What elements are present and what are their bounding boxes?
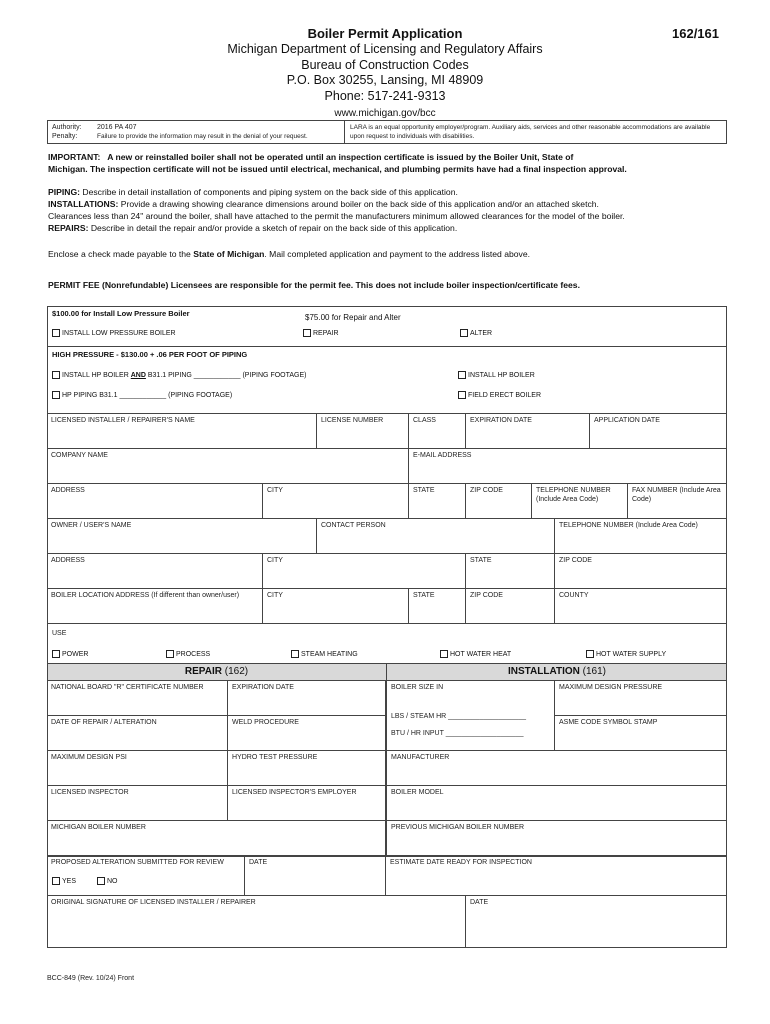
proposed-alteration-label: PROPOSED ALTERATION SUBMITTED FOR REVIEW [51, 859, 224, 866]
installer-address-field[interactable]: ADDRESS [47, 484, 263, 519]
checkbox[interactable] [52, 877, 60, 885]
owner-zip-field[interactable]: ZIP CODE [555, 554, 727, 589]
boiler-state-field[interactable]: STATE [409, 589, 466, 624]
power-checkbox[interactable] [52, 650, 88, 660]
steam-heating-checkbox[interactable] [291, 650, 358, 660]
checkbox-label: REPAIR [313, 330, 339, 337]
repair-header [47, 666, 386, 677]
checkbox[interactable] [52, 650, 60, 658]
low-pressure-fee: $100.00 for Install Low Pressure Boiler [52, 309, 190, 318]
btu-input-field[interactable]: BTU / HR INPUT ____________________ [391, 730, 524, 737]
checkbox[interactable] [166, 650, 174, 658]
owner-state-field[interactable]: STATE [466, 554, 555, 589]
enclose-pre: Enclose a check made payable to the [48, 249, 191, 259]
installer-name-field[interactable]: LICENSED INSTALLER / REPAIRER'S NAME [47, 414, 317, 449]
phone-number: Phone: 517-241-9313 [324, 89, 446, 103]
installation-code: (161) [582, 666, 606, 677]
checkbox-label: FIELD ERECT BOILER [468, 392, 542, 399]
install-hp-boiler-piping-checkbox[interactable] [52, 371, 307, 381]
checkbox-label: INSTALL HP BOILER [62, 372, 129, 379]
form-number: 162/161 [672, 26, 719, 41]
installer-telephone-field[interactable]: TELEPHONE NUMBER (Include Area Code) [532, 484, 628, 519]
repairs-label: REPAIRS: [48, 223, 89, 233]
boiler-city-field[interactable]: CITY [263, 589, 409, 624]
field-erect-boiler-checkbox[interactable] [458, 391, 541, 401]
penalty-value: Failure to provide the information may result in the denial of your request. [97, 133, 308, 140]
max-design-pressure-field[interactable]: MAXIMUM DESIGN PRESSURE [555, 681, 727, 716]
important-label: IMPORTANT: [48, 152, 101, 162]
authority-label: Authority: [52, 124, 82, 131]
owner-name-field[interactable]: OWNER / USER'S NAME [47, 519, 317, 554]
enclose-check-instruction [48, 248, 734, 260]
hydro-test-field[interactable]: HYDRO TEST PRESSURE [228, 751, 386, 786]
checkbox[interactable] [52, 329, 60, 337]
fax-field[interactable]: FAX NUMBER (Include Area Code) [628, 484, 727, 519]
boiler-zip-field[interactable]: ZIP CODE [466, 589, 555, 624]
installation-instruction [48, 198, 734, 210]
enclose-payee: State of Michigan [193, 249, 265, 259]
owner-telephone-field[interactable]: TELEPHONE NUMBER (Include Area Code) [555, 519, 727, 554]
and-label: AND [130, 372, 146, 379]
owner-city-field[interactable]: CITY [263, 554, 466, 589]
important-text-2: Michigan. The inspection certificate will not be issued until electrical, mechanical, and plumbing permits have had a final inspection approval. [48, 164, 627, 174]
process-checkbox[interactable] [166, 650, 210, 660]
checkbox-label: STEAM HEATING [301, 651, 358, 658]
repair-code: (162) [224, 666, 249, 677]
form-title: Boiler Permit Application [307, 26, 463, 41]
website: www.michigan.gov/bcc [334, 108, 436, 119]
install-low-pressure-checkbox[interactable] [52, 329, 176, 339]
repair-date-field[interactable]: DATE OF REPAIR / ALTERATION [47, 716, 228, 751]
installer-city-field[interactable]: CITY [263, 484, 409, 519]
repairs-text: Describe in detail the repair and/or provide a sketch of repair on the back side of this application. [90, 223, 458, 233]
piping-footage-label: B31.1 PIPING ____________ (PIPING FOOTAGE) [147, 372, 307, 379]
checkbox[interactable] [440, 650, 448, 658]
installer-zip-field[interactable]: ZIP CODE [466, 484, 532, 519]
yes-checkbox[interactable] [52, 877, 76, 887]
checkbox-label: HP PIPING B31.1 ____________ (PIPING FOOTAGE) [62, 392, 233, 399]
company-name-field[interactable]: COMPANY NAME [47, 449, 409, 484]
clearance-instruction: Clearances less than 24" around the boiler, shall have attached to the permit the manufacturers minimum allowed clearances for the model of the boiler. [48, 211, 625, 221]
email-field[interactable]: E-MAIL ADDRESS [409, 449, 727, 484]
license-number-field[interactable]: LICENSE NUMBER [317, 414, 409, 449]
high-pressure-fee: HIGH PRESSURE - $130.00 + .06 PER FOOT OF PIPING [52, 350, 248, 359]
checkbox[interactable] [458, 371, 466, 379]
boiler-size-label: BOILER SIZE IN [391, 684, 444, 691]
contact-person-field[interactable]: CONTACT PERSON [317, 519, 555, 554]
repair-checkbox[interactable] [303, 329, 339, 339]
hot-water-supply-checkbox[interactable] [586, 650, 666, 660]
repair-title: REPAIR [184, 666, 222, 677]
owner-address-field[interactable]: ADDRESS [47, 554, 263, 589]
application-date-field[interactable]: APPLICATION DATE [590, 414, 727, 449]
repairs-instruction [48, 222, 734, 234]
permit-fee-notice: PERMIT FEE (Nonrefundable) Licensees are responsible for the permit fee. This does not include boiler inspection/certificate fees. [48, 280, 580, 290]
lara-notice: LARA is an equal opportunity employer/program. Auxiliary aids, services and other reasonable accommodations are available upon request to individuals with disabilities. [350, 124, 711, 140]
installations-label: INSTALLATIONS: [48, 199, 119, 209]
proposal-date-field[interactable]: DATE [245, 856, 386, 896]
lbs-steam-hr-field[interactable]: LBS / STEAM HR ____________________ [391, 713, 527, 720]
checkbox-label: ALTER [470, 330, 493, 337]
hp-piping-checkbox[interactable] [52, 391, 232, 401]
asme-stamp-field[interactable]: ASME CODE SYMBOL STAMP [555, 716, 727, 751]
form-revision: BCC-849 (Rev. 10/24) Front [47, 975, 135, 982]
use-label: USE [52, 630, 67, 637]
installation-title: INSTALLATION [508, 666, 580, 677]
penalty-label: Penalty: [52, 133, 78, 140]
installer-state-field[interactable]: STATE [409, 484, 466, 519]
proposed-alteration-field[interactable] [47, 856, 245, 896]
checkbox[interactable] [586, 650, 594, 658]
michigan-boiler-number-field[interactable]: MICHIGAN BOILER NUMBER [47, 821, 386, 856]
installations-text: Provide a drawing showing clearance dimensions around boiler on the back side of this application and/or an attached sketch. [120, 199, 599, 209]
expiration-date-field[interactable]: EXPIRATION DATE [466, 414, 590, 449]
important-notice [48, 151, 734, 163]
checkbox-label: HOT WATER SUPPLY [596, 651, 667, 658]
repair-alter-fee: $75.00 for Repair and Alter [305, 313, 401, 322]
checkbox[interactable] [52, 391, 60, 399]
checkbox[interactable] [291, 650, 299, 658]
checkbox[interactable] [52, 371, 60, 379]
boiler-size-field[interactable] [386, 681, 555, 751]
checkbox-label: POWER [62, 651, 89, 658]
previous-mi-boiler-number-field[interactable]: PREVIOUS MICHIGAN BOILER NUMBER [386, 821, 727, 856]
checkbox-label: NO [107, 878, 118, 885]
hot-water-heat-checkbox[interactable] [440, 650, 511, 660]
checkbox-label: INSTALL LOW PRESSURE BOILER [62, 330, 176, 337]
bureau-name: Bureau of Construction Codes [301, 58, 469, 72]
enclose-post: . Mail completed application and payment to the address listed above. [264, 249, 530, 259]
checkbox-label: INSTALL HP BOILER [468, 372, 535, 379]
install-hp-boiler-checkbox[interactable] [458, 371, 535, 381]
estimate-date-field[interactable]: ESTIMATE DATE READY FOR INSPECTION [386, 856, 727, 896]
checkbox-label: PROCESS [176, 651, 211, 658]
authority-value: 2016 PA 407 [97, 124, 137, 131]
licensed-inspector-field[interactable]: LICENSED INSPECTOR [47, 786, 228, 821]
weld-procedure-field[interactable]: WELD PROCEDURE [228, 716, 386, 751]
piping-text: Describe in detail installation of components and piping system on the back side of this application. [82, 187, 458, 197]
checkbox[interactable] [97, 877, 105, 885]
boiler-location-field[interactable]: BOILER LOCATION ADDRESS (If different than owner/user) [47, 589, 263, 624]
installation-header [387, 666, 727, 677]
important-text-1: A new or reinstalled boiler shall not be operated until an inspection certificate is issued by the Boiler Unit, State of [107, 152, 574, 162]
piping-instruction [48, 186, 734, 198]
nb-certificate-field[interactable]: NATIONAL BOARD "R" CERTIFICATE NUMBER [47, 681, 228, 716]
repair-expiration-field[interactable]: EXPIRATION DATE [228, 681, 386, 716]
signature-field[interactable]: ORIGINAL SIGNATURE OF LICENSED INSTALLER / REPAIRER [47, 896, 466, 948]
class-field[interactable]: CLASS [409, 414, 466, 449]
manufacturer-field[interactable]: MANUFACTURER [386, 751, 727, 786]
max-design-psi-field[interactable]: MAXIMUM DESIGN PSI [47, 751, 228, 786]
boiler-model-field[interactable]: BOILER MODEL [386, 786, 727, 821]
checkbox[interactable] [460, 329, 468, 337]
inspector-employer-field[interactable]: LICENSED INSPECTOR'S EMPLOYER [228, 786, 386, 821]
checkbox-label: HOT WATER HEAT [450, 651, 512, 658]
alter-checkbox[interactable] [460, 329, 492, 339]
county-field[interactable]: COUNTY [555, 589, 727, 624]
checkbox-label: YES [62, 878, 77, 885]
checkbox[interactable] [458, 391, 466, 399]
checkbox[interactable] [303, 329, 311, 337]
piping-label: PIPING: [48, 187, 80, 197]
mailing-address: P.O. Box 30255, Lansing, MI 48909 [286, 73, 484, 87]
department-name: Michigan Department of Licensing and Regulatory Affairs [227, 42, 543, 56]
signature-date-field[interactable]: DATE [470, 899, 489, 906]
no-checkbox[interactable] [97, 877, 118, 887]
